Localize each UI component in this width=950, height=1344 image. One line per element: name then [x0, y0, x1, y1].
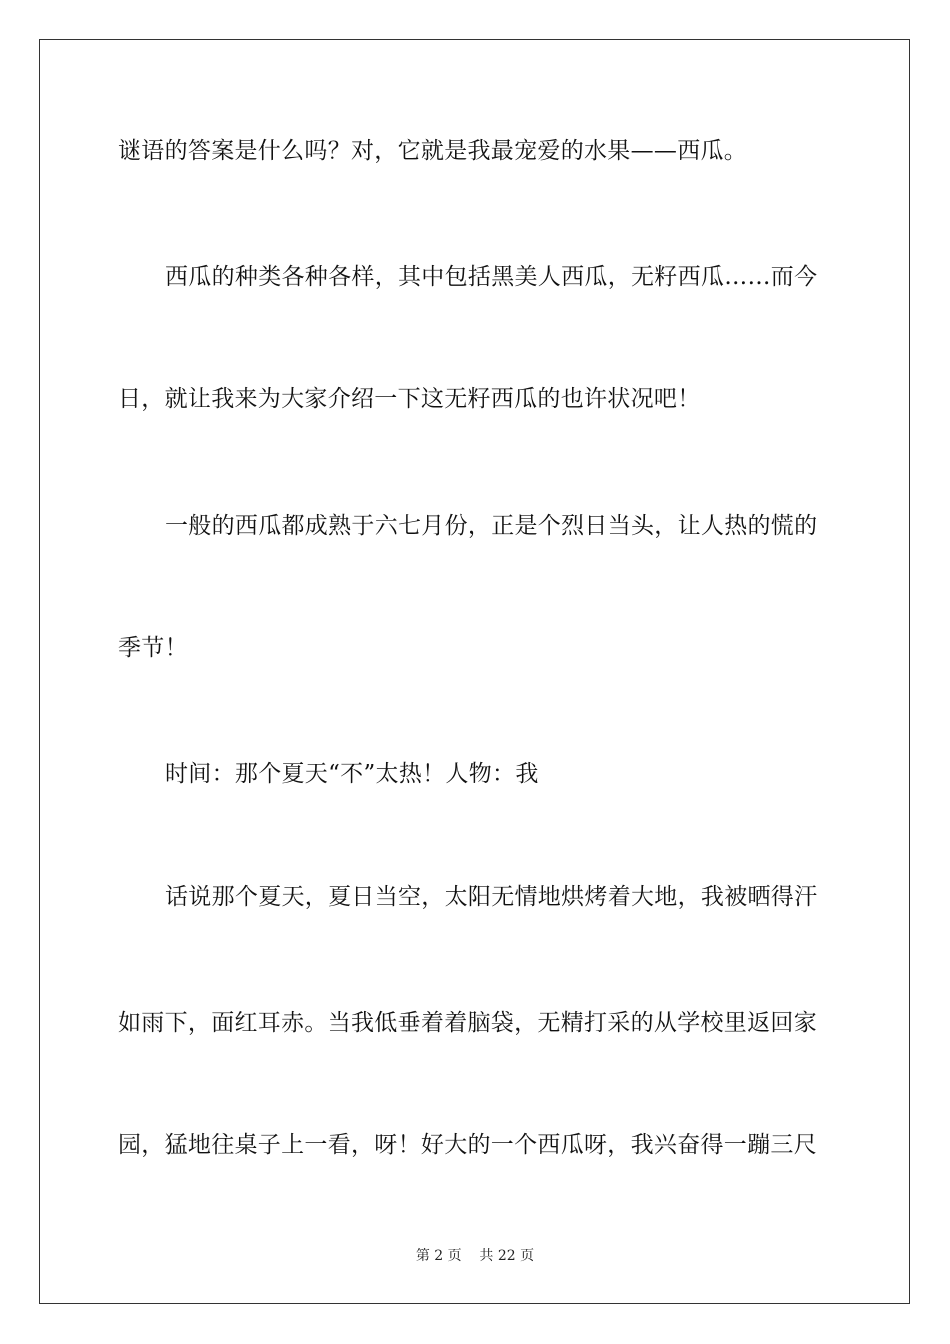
text-line: 园，猛地往桌子上一看，呀！好大的一个西瓜呀，我兴奋得一蹦三尺 [118, 1132, 817, 1158]
text-line: 谜语的答案是什么吗？对，它就是我最宠爱的水果——西瓜。 [118, 138, 748, 164]
page-frame [39, 39, 910, 1304]
page-number-footer: 第 2 页 共 22 页 [415, 1248, 535, 1264]
text-line: 时间：那个夏天“不”太热！人物：我 [165, 761, 539, 787]
text-line: 话说那个夏天，夏日当空，太阳无情地烘烤着大地，我被晒得汗 [165, 884, 818, 910]
text-line: 如雨下，面红耳赤。当我低垂着着脑袋，无精打采的从学校里返回家 [118, 1010, 817, 1036]
text-line: 日，就让我来为大家介绍一下这无籽西瓜的也许状况吧！ [118, 386, 701, 412]
text-line: 西瓜的种类各种各样，其中包括黑美人西瓜，无籽西瓜……而今 [165, 264, 818, 290]
text-line: 一般的西瓜都成熟于六七月份，正是个烈日当头，让人热的慌的 [165, 513, 818, 539]
text-line: 季节！ [118, 635, 188, 661]
